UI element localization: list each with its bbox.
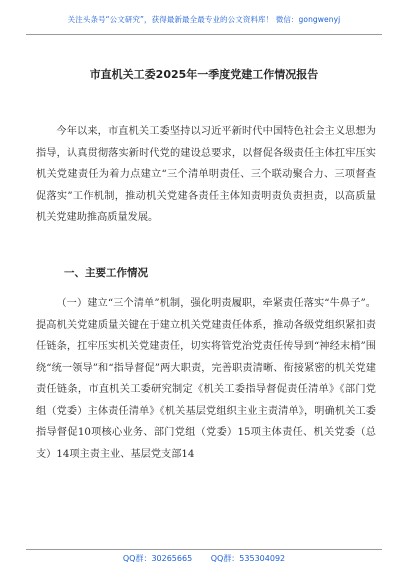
footer bbox=[0, 553, 408, 564]
header-banner: 关注头条号“公文研究”，获得最新最全最专业的公文资料库！ 微信：gongwenyj bbox=[67, 15, 341, 24]
footer-qq-group-2: QQ群：535304092 bbox=[210, 554, 286, 563]
header-divider bbox=[26, 34, 382, 35]
body-paragraph: （一）建立“三个清单”机制，强化明责履职，牵紧责任落实“牛鼻子”。提高机关党建质量关键在于建立机关党建责任体系，推动各级党组织紧扣责任链条，扛牢压实机关党建责任，切实将管党治党责任传导到“神经末梢”围绕“统一领导”和“指导督促”两大职责，完善职责清晰、衔接紧密的机关党建责任链条，市直机关工委研究制定《机关工委指导督促责任清单》《部门党组（党委）主体责任清单》《机关基层党组织主业主责清单》，明确机关工委指导督促10项核心业务、部门党组（党委）15项主体责任、机关党委（总支）14项主责主业、基层党支部14 bbox=[36, 298, 376, 460]
section-heading: 一、主要工作情况 bbox=[64, 267, 148, 279]
document-title: 市直机关工委2025年一季度党建工作情况报告 bbox=[89, 68, 319, 81]
intro-paragraph: 今年以来，市直机关工委坚持以习近平新时代中国特色社会主义思想为指导，认真贯彻落实新时代党的建设总要求，以督促各级责任主体扛牢压实机关党建责任为着力点建立“三个清单明责任、三个联动聚合力、三项督查促落实”工作机制，推动机关党建各责任主体知责明责负责担责，以高质量机关党建助推高质量发展。 bbox=[36, 126, 376, 223]
footer-qq-group-1: QQ群：30265665 bbox=[122, 554, 193, 563]
footer-divider bbox=[26, 549, 382, 550]
